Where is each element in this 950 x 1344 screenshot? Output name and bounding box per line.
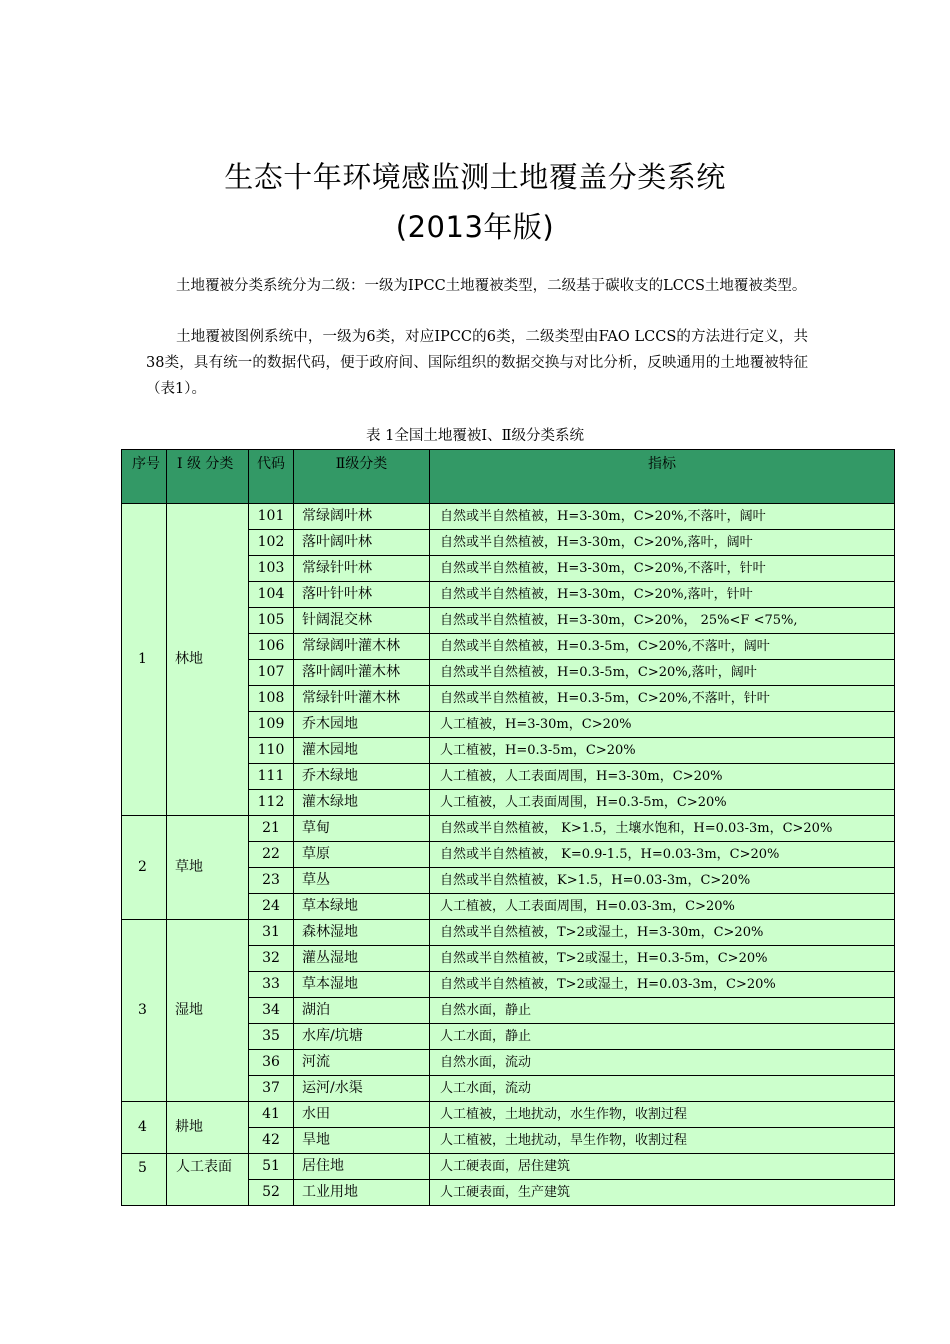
header-level1: Ⅰ 级 分类 [167,450,249,504]
table-caption: 表 1全国土地覆被Ⅰ、Ⅱ级分类系统 [366,428,584,444]
level2-indicator: 人工植被，土地扰动，旱生作物，收割过程 [430,1128,895,1154]
level2-indicator: 人工植被，人工表面周围，H=0.3-5m，C>20% [430,790,895,816]
level2-name: 落叶阔叶灌木林 [294,660,430,686]
level2-name: 工业用地 [294,1180,430,1206]
level2-indicator: 自然或半自然植被， K>1.5，土壤水饱和，H=0.03-3m，C>20% [430,816,895,842]
level2-code: 22 [249,842,294,868]
level2-indicator: 自然水面，流动 [430,1050,895,1076]
level1-name: 人工表面 [167,1154,249,1206]
header-indicator: 指标 [430,450,895,504]
level2-code: 34 [249,998,294,1024]
classification-table-body [122,450,895,1206]
table-row [122,504,895,530]
level2-indicator: 人工植被，土地扰动，水生作物，收割过程 [430,1102,895,1128]
level1-seq: 3 [122,920,167,1102]
level1-name: 湿地 [167,920,249,1102]
level2-name: 森林湿地 [294,920,430,946]
level2-name: 落叶针叶林 [294,582,430,608]
level2-name: 水库/坑塘 [294,1024,430,1050]
level2-indicator: 自然或半自然植被，H=3-30m，C>20%,不落叶，针叶 [430,556,895,582]
level2-indicator: 人工植被，H=0.3-5m，C>20% [430,738,895,764]
level2-name: 针阔混交林 [294,608,430,634]
table-row [122,920,895,946]
level2-name: 乔木绿地 [294,764,430,790]
paragraph-2 [146,324,808,402]
level2-name: 草本湿地 [294,972,430,998]
level2-code: 107 [249,660,294,686]
header-seq: 序号 [122,450,167,504]
level2-indicator: 人工硬表面，居住建筑 [430,1154,895,1180]
paragraph-1-text: 土地覆被分类系统分为二级：一级为IPCC土地覆被类型，二级基于碳收支的LCCS土地覆被类型。 [176,278,807,294]
document-title [0,152,950,252]
level2-name: 灌木园地 [294,738,430,764]
level2-name: 草原 [294,842,430,868]
level2-code: 33 [249,972,294,998]
paragraph-2-text: 土地覆被图例系统中，一级为6类，对应IPCC的6类，二级类型由FAO LCCS的方法进行定义，共38类，具有统一的数据代码，便于政府间、国际组织的数据交换与对比分析，反映通用的土地覆被特征（表1）。 [146,329,808,397]
table-row [122,1154,895,1180]
level2-name: 灌木绿地 [294,790,430,816]
level2-name: 草丛 [294,868,430,894]
table-header-row [122,450,895,504]
level2-code: 51 [249,1154,294,1180]
level2-indicator: 自然或半自然植被，H=3-30m，C>20%,不落叶，阔叶 [430,504,895,530]
level2-indicator: 自然或半自然植被，H=0.3-5m，C>20%,不落叶，阔叶 [430,634,895,660]
level2-code: 103 [249,556,294,582]
level2-code: 102 [249,530,294,556]
table-row [122,816,895,842]
level2-name: 落叶阔叶林 [294,530,430,556]
level1-name: 草地 [167,816,249,920]
title-line-1: 生态十年环境感监测土地覆盖分类系统 [224,160,726,194]
classification-table [121,449,895,1206]
level2-indicator: 自然或半自然植被，H=3-30m，C>20%,落叶，阔叶 [430,530,895,556]
table-row [122,1102,895,1128]
level2-code: 23 [249,868,294,894]
level2-name: 乔木园地 [294,712,430,738]
level1-seq: 5 [122,1154,167,1206]
level1-seq: 2 [122,816,167,920]
level2-indicator: 人工硬表面，生产建筑 [430,1180,895,1206]
level2-indicator: 自然或半自然植被，K>1.5，H=0.03-3m，C>20% [430,868,895,894]
level2-name: 常绿针叶灌木林 [294,686,430,712]
level2-code: 101 [249,504,294,530]
level2-indicator: 自然或半自然植被，T>2或湿土，H=0.03-3m，C>20% [430,972,895,998]
level2-indicator: 人工水面，静止 [430,1024,895,1050]
level2-code: 42 [249,1128,294,1154]
level1-name: 林地 [167,504,249,816]
level2-code: 105 [249,608,294,634]
level2-code: 35 [249,1024,294,1050]
level2-code: 109 [249,712,294,738]
level2-code: 106 [249,634,294,660]
header-code: 代码 [249,450,294,504]
level2-name: 湖泊 [294,998,430,1024]
level2-code: 21 [249,816,294,842]
level2-indicator: 自然或半自然植被，T>2或湿土，H=3-30m，C>20% [430,920,895,946]
level2-code: 32 [249,946,294,972]
level1-seq: 4 [122,1102,167,1154]
header-level2: Ⅱ级分类 [294,450,430,504]
level2-code: 108 [249,686,294,712]
level2-indicator: 自然或半自然植被，H=3-30m，C>20%， 25%<F <75%, [430,608,895,634]
level2-indicator: 自然或半自然植被，H=0.3-5m，C>20%,不落叶，针叶 [430,686,895,712]
level2-indicator: 人工水面，流动 [430,1076,895,1102]
level2-code: 37 [249,1076,294,1102]
level2-indicator: 自然或半自然植被，T>2或湿土，H=0.3-5m，C>20% [430,946,895,972]
title-line-2: (2013年版) [395,210,555,244]
level2-name: 运河/水渠 [294,1076,430,1102]
level2-name: 常绿阔叶林 [294,504,430,530]
level2-code: 111 [249,764,294,790]
level2-indicator: 人工植被，人工表面周围，H=0.03-3m，C>20% [430,894,895,920]
level2-indicator: 人工植被，人工表面周围，H=3-30m，C>20% [430,764,895,790]
level2-name: 草甸 [294,816,430,842]
level2-code: 36 [249,1050,294,1076]
level2-indicator: 自然或半自然植被，H=3-30m，C>20%,落叶，针叶 [430,582,895,608]
level2-code: 24 [249,894,294,920]
level2-name: 河流 [294,1050,430,1076]
level1-name: 耕地 [167,1102,249,1154]
level2-code: 110 [249,738,294,764]
level2-name: 灌丛湿地 [294,946,430,972]
level2-name: 居住地 [294,1154,430,1180]
level2-indicator: 人工植被，H=3-30m，C>20% [430,712,895,738]
level2-indicator: 自然或半自然植被，H=0.3-5m，C>20%,落叶，阔叶 [430,660,895,686]
level2-code: 112 [249,790,294,816]
level2-code: 31 [249,920,294,946]
level2-code: 104 [249,582,294,608]
level2-code: 52 [249,1180,294,1206]
level2-name: 草本绿地 [294,894,430,920]
level2-name: 常绿针叶林 [294,556,430,582]
paragraph-1 [146,273,808,299]
level2-indicator: 自然水面，静止 [430,998,895,1024]
level2-indicator: 自然或半自然植被， K=0.9-1.5，H=0.03-3m，C>20% [430,842,895,868]
level2-name: 水田 [294,1102,430,1128]
level2-code: 41 [249,1102,294,1128]
level2-name: 旱地 [294,1128,430,1154]
level2-name: 常绿阔叶灌木林 [294,634,430,660]
level1-seq: 1 [122,504,167,816]
